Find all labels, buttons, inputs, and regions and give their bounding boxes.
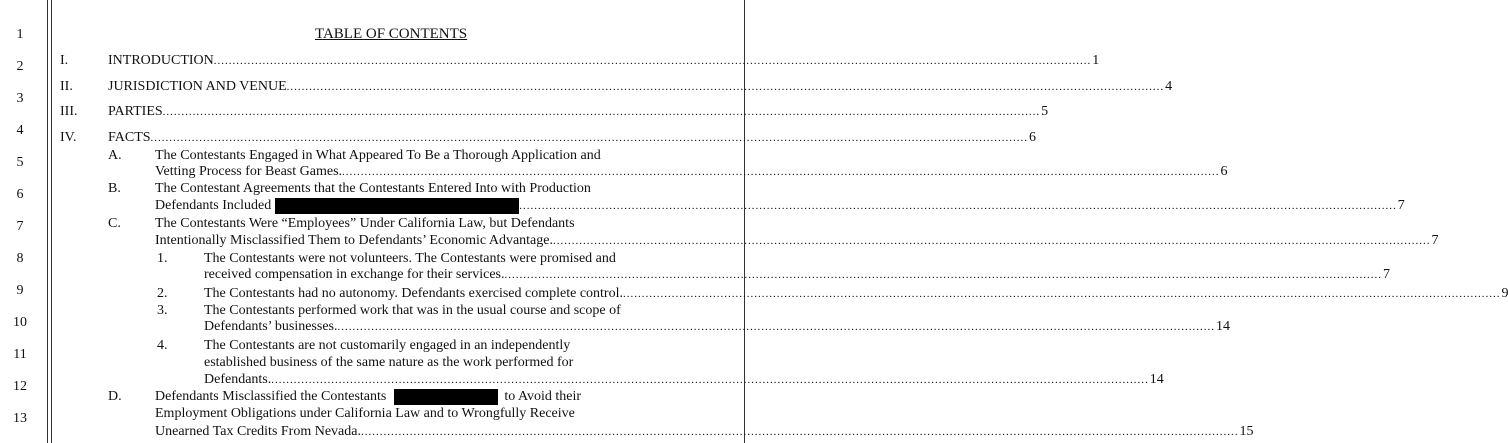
toc-entry-text: to Avoid their — [504, 389, 582, 404]
dot-leader: .......................................................................................................................................................................................................................................... — [213, 55, 1092, 67]
toc-entry-text: PARTIES — [108, 104, 163, 119]
toc-number: 1. — [157, 251, 168, 266]
line-number: 13 — [13, 411, 27, 426]
toc-entry-application-vetting[interactable] — [155, 164, 1228, 180]
toc-entry-text: Intentionally Misclassified Them to Defendants’ Economic Advantage. — [155, 233, 553, 248]
toc-entry-line: established business of the same nature as the work performed for — [204, 355, 574, 370]
page-number: 6 — [1220, 164, 1228, 179]
line-number: 1 — [16, 27, 24, 42]
toc-entry-parties[interactable] — [108, 104, 1049, 120]
toc-number: II. — [60, 79, 73, 94]
toc-entry-text: received compensation in exchange for their services. — [204, 267, 505, 282]
toc-entry-misclassified[interactable] — [155, 424, 1254, 440]
line-number: 9 — [16, 283, 24, 298]
toc-entry-text: INTRODUCTION — [108, 53, 214, 68]
toc-entry-facts[interactable] — [108, 130, 1037, 146]
dot-leader: .......................................................................................................................................................................................................................................... — [504, 269, 1382, 281]
toc-entry-text: Defendants. — [204, 372, 272, 387]
page-number: 7 — [1397, 198, 1405, 213]
toc-entry-text: FACTS — [108, 130, 151, 145]
toc-entry-not-volunteers[interactable] — [204, 267, 1390, 283]
toc-entry-text: Unearned Tax Credits From Nevada. — [155, 424, 361, 439]
line-number: 12 — [13, 379, 27, 394]
toc-number: D. — [108, 389, 122, 404]
redaction-box — [394, 389, 498, 405]
toc-entry-text: Vetting Process for Beast Games. — [155, 164, 343, 179]
margin-rule-left-inner — [51, 0, 52, 443]
toc-entry-line: The Contestants were not volunteers. The Contestants were promised and — [204, 251, 616, 266]
dot-leader: .......................................................................................................................................................................................................................................... — [622, 288, 1501, 300]
toc-entry-no-autonomy[interactable] — [204, 286, 1508, 302]
toc-entry-text: Defendants Included — [155, 198, 272, 213]
dot-leader: .......................................................................................................................................................................................................................................... — [150, 132, 1029, 144]
dot-leader: .......................................................................................................................................................................................................................................... — [519, 200, 1397, 212]
page-number: 15 — [1239, 424, 1254, 439]
toc-entry-line: The Contestants performed work that was in the usual course and scope of — [204, 303, 621, 318]
toc-number: C. — [108, 216, 121, 231]
page-number: 14 — [1216, 319, 1230, 334]
toc-entry-line: The Contestants Were “Employees” Under California Law, but Defendants — [155, 216, 575, 231]
page-number: 7 — [1382, 267, 1390, 282]
toc-title: TABLE OF CONTENTS — [315, 26, 468, 42]
dot-leader: .......................................................................................................................................................................................................................................... — [337, 321, 1215, 333]
toc-number: IV. — [60, 130, 77, 145]
page-number: 4 — [1165, 79, 1173, 94]
line-number: 8 — [16, 251, 24, 266]
toc-entry-introduction[interactable] — [108, 53, 1100, 69]
page-number: 14 — [1149, 372, 1164, 387]
toc-entry-usual-course[interactable] — [204, 319, 1230, 335]
toc-entry-text: JURISDICTION AND VENUE — [108, 79, 287, 94]
toc-number: B. — [108, 181, 121, 196]
toc-number: 4. — [157, 338, 168, 353]
line-number: 2 — [16, 59, 24, 74]
toc-entry-line: The Contestant Agreements that the Contestants Entered Into with Production — [155, 181, 591, 196]
dot-leader: .......................................................................................................................................................................................................................................... — [553, 235, 1431, 247]
toc-number: 3. — [157, 303, 168, 318]
page-number: 9 — [1501, 286, 1508, 301]
toc-entry-jurisdiction[interactable] — [108, 79, 1173, 95]
toc-entry-contestant-agreements[interactable] — [155, 198, 1405, 214]
dot-leader: .......................................................................................................................................................................................................................................... — [342, 166, 1220, 178]
toc-entry-text: Defendants Misclassified the Contestants — [155, 389, 387, 404]
line-number: 7 — [16, 219, 24, 234]
dot-leader: .......................................................................................................................................................................................................................................... — [162, 106, 1041, 118]
redaction-box — [271, 198, 519, 214]
line-number: 4 — [16, 123, 24, 138]
dot-leader: .......................................................................................................................................................................................................................................... — [271, 374, 1149, 386]
toc-entry-employees[interactable] — [155, 233, 1439, 249]
dot-leader: .......................................................................................................................................................................................................................................... — [360, 426, 1239, 438]
line-number: 10 — [13, 315, 27, 330]
toc-entry-line: The Contestants Engaged in What Appeared To Be a Thorough Application and — [155, 148, 601, 163]
line-number: 5 — [16, 155, 24, 170]
page-number: 1 — [1092, 53, 1100, 68]
toc-number: III. — [60, 104, 78, 119]
toc-entry-line: Employment Obligations under California Law and to Wrongfully Receive — [155, 406, 575, 421]
toc-entry-line — [155, 389, 581, 405]
toc-number: A. — [108, 148, 122, 163]
margin-rule-left — [47, 0, 48, 443]
line-number: 3 — [16, 91, 24, 106]
dot-leader: .......................................................................................................................................................................................................................................... — [286, 81, 1165, 93]
toc-number: I. — [60, 53, 69, 68]
line-number: 11 — [13, 347, 27, 362]
toc-entry-line: The Contestants are not customarily engaged in an independently — [204, 338, 571, 353]
toc-entry-independent-business[interactable] — [204, 372, 1164, 388]
toc-entry-text: The Contestants had no autonomy. Defendants exercised complete control. — [204, 286, 623, 301]
page-number: 7 — [1431, 233, 1439, 248]
toc-number: 2. — [157, 286, 168, 301]
page-number: 6 — [1029, 130, 1037, 145]
toc-entry-text: Defendants’ businesses. — [204, 319, 338, 334]
line-number: 6 — [16, 187, 24, 202]
page-number: 5 — [1041, 104, 1049, 119]
